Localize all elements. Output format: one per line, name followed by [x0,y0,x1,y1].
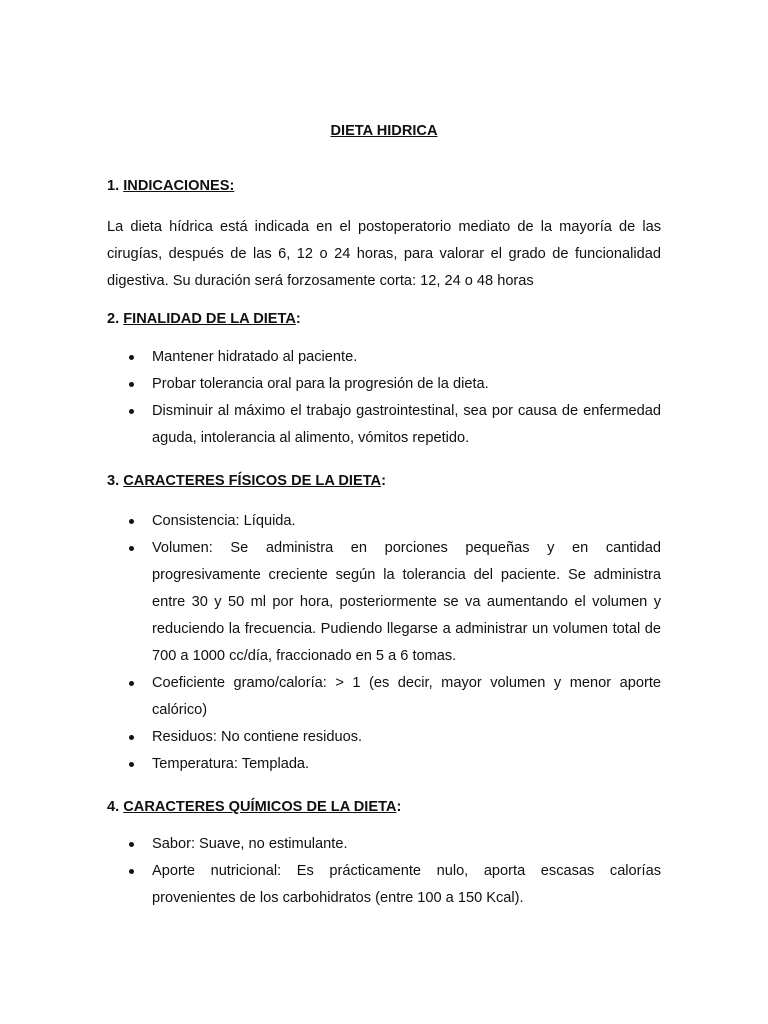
section-heading-text: INDICACIONES: [123,178,235,194]
section-finalidad [107,309,661,452]
list-item [107,535,661,670]
section-number: 4. [107,799,120,815]
bullet-list [107,831,661,912]
bullet-icon [129,735,134,740]
bullet-icon [129,546,134,551]
section-heading [107,309,661,329]
list-item-text: Consistencia: Líquida. [152,513,296,529]
list-item [107,751,661,778]
section-number: 3. [107,473,120,489]
list-item-text: Disminuir al máximo el trabajo gastrointestinal, sea por causa de enfermedad aguda, intolerancia al alimento, vómitos repetido. [152,403,661,446]
document-title: DIETA HIDRICA [330,123,438,139]
bullet-icon [129,409,134,414]
section-heading [107,471,661,491]
list-item-text: Sabor: Suave, no estimulante. [152,836,348,852]
bullet-icon [129,382,134,387]
list-item-text: Residuos: No contiene residuos. [152,729,363,745]
section-indicaciones [107,176,661,295]
bullet-list [107,344,661,452]
section-paragraph: La dieta hídrica está indicada en el postoperatorio mediato de la mayoría de las cirugías, después de las 6, 12 o 24 horas, para valorar el grado de funcionalidad digestiva. Su duración será forzosamente corta: 12, 24 o 48 horas [107,219,661,289]
bullet-icon [129,355,134,360]
section-caracteres-fisicos [107,471,661,778]
list-item-text: Aporte nutricional: Es prácticamente nulo, aporta escasas calorías provenientes de los carbohidratos (entre 100 a 150 Kcal). [152,863,661,906]
list-item [107,858,661,912]
list-item-text: Volumen: Se administra en porciones pequeñas y en cantidad progresivamente creciente según la tolerancia del paciente. Se administra entre 30 y 50 ml por hora, posteriormente se va aumentando el volumen y reduciendo la frecuencia. Pudiendo llegarse a administrar un volumen total de 700 a 1000 cc/día, fraccionado en 5 a 6 tomas. [152,540,661,664]
list-item-text: Probar tolerancia oral para la progresión de la dieta. [152,376,489,392]
section-caracteres-quimicos [107,797,661,912]
section-number: 1. [107,178,120,194]
section-heading-suffix: : [381,473,386,489]
list-item [107,398,661,452]
section-heading-text: CARACTERES FÍSICOS DE LA DIETA [123,473,382,489]
bullet-icon [129,519,134,524]
bullet-icon [129,869,134,874]
list-item-text: Temperatura: Templada. [152,756,310,772]
list-item [107,831,661,858]
section-heading-suffix: : [295,311,301,327]
list-item [107,371,661,398]
section-heading-text: CARACTERES QUÍMICOS DE LA DIETA [123,799,397,815]
section-heading [107,797,661,817]
section-heading [107,176,661,196]
list-item [107,344,661,371]
bullet-icon [129,681,134,686]
bullet-icon [129,762,134,767]
bullet-icon [129,842,134,847]
bullet-list [107,508,661,778]
section-heading-suffix: : [396,799,402,815]
list-item [107,508,661,535]
list-item [107,670,661,724]
list-item [107,724,661,751]
list-item-text: Mantener hidratado al paciente. [152,349,358,365]
section-number: 2. [107,311,120,327]
list-item-text: Coeficiente gramo/caloría: > 1 (es decir, mayor volumen y menor aporte calórico) [152,675,661,718]
section-heading-text: FINALIDAD DE LA DIETA [123,311,296,327]
